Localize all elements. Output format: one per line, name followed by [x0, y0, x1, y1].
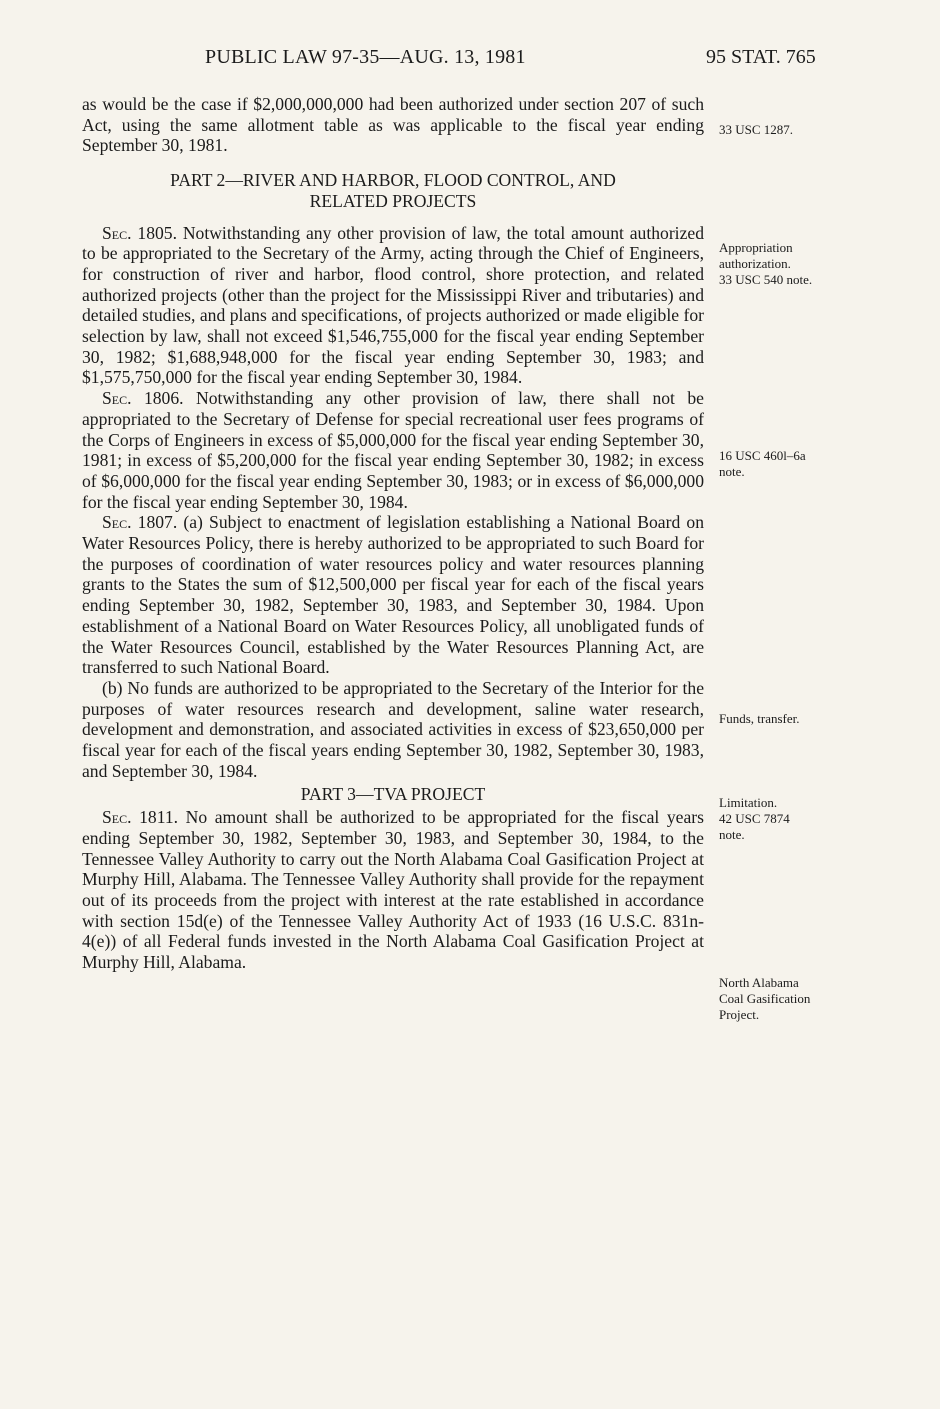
margin-note-16usc [719, 448, 929, 480]
part3-heading: PART 3—TVA PROJECT [300, 783, 486, 804]
margin-note-limitation [719, 795, 929, 843]
section-1811-text: 1811. No amount shall be authorized to be appropriated for the fiscal years ending September 30, 1982, September 30, 1983, and September 30, 1984, to the Tennessee Valley Authority to carry out the North Alabama Coal Gasification Project at Murphy Hill, Alabama. The Tennessee Valley Authority shall provide for the repayment out of its proceeds from the project with interest at the rate established in accordance with section 15d(e) of the Tennessee Valley Authority Act of 1933 (16 U.S.C. 831n-4(e)) of all Federal funds invested in the North Alabama Coal Gasification Project at Murphy Hill, Alabama. [82, 807, 704, 973]
margin-note-line: note. [719, 827, 745, 842]
section-label: Sec. [102, 222, 132, 243]
section-1807a-text: 1807. (a) Subject to enactment of legislation establishing a National Board on Water Resources Policy, there is hereby authorized to be appropriated to such Board for the purposes of coordination of water resources policy and water resources planning grants to the States the sum of $12,500,000 per fiscal year for each of the fiscal years ending September 30, 1982, September 30, 1983, and September 30, 1984. Upon establishment of a National Board on Water Resources Policy, all unobligated funds of the Water Resources Council, established by the Water Resources Planning Act, are transferred to such National Board. [82, 512, 704, 678]
part2-heading-line1: PART 2—RIVER AND HARBOR, FLOOD CONTROL, AND [170, 170, 616, 191]
margin-note-line: Coal Gasification [719, 991, 811, 1006]
section-1811 [82, 807, 704, 973]
margin-note-line: note. [719, 464, 745, 479]
margin-note-usc-1287 [719, 122, 929, 138]
section-label: Sec. [102, 807, 132, 828]
body-text [82, 94, 704, 973]
page-reference: 95 STAT. 765 [706, 46, 816, 68]
margin-note-line: North Alabama [719, 975, 799, 990]
margin-note-line: Project. [719, 1007, 760, 1022]
part2-heading [82, 170, 704, 211]
running-title: PUBLIC LAW 97-35—AUG. 13, 1981 [205, 46, 526, 68]
margin-note-line: Appropriation [719, 240, 793, 255]
margin-note-line: authorization. [719, 256, 791, 271]
section-1807b: (b) No funds are authorized to be appropriated to the Secretary of the Interior for the purposes of water resources research and development, saline water research, development and demonstration, and associated activities in excess of $23,650,000 per fiscal year for each of the fiscal years ending September 30, 1982, September 30, 1983, and September 30, 1984. [82, 677, 704, 781]
margin-note-line: 33 USC 1287. [719, 122, 794, 137]
section-1807a [82, 512, 704, 678]
section-1805-text: 1805. Notwithstanding any other provision of law, the total amount authorized to be appropriated to the Secretary of the Army, acting through the Chief of Engineers, for construction of river and harbor, flood control, shore protection, and related authorized projects (other than the project for the Mississippi River and tributaries) and detailed studies, and plans and specifications, of projects authorized or made eligible for selection by law, shall not exceed $1,546,755,000 for the fiscal year ending September 30, 1982; $1,688,948,000 for the fiscal year ending September 30, 1983; and $1,575,750,000 for the fiscal year ending September 30, 1984. [82, 222, 704, 388]
margin-note-funds-transfer [719, 711, 929, 727]
margin-note-line: 33 USC 540 note. [719, 272, 813, 287]
margin-note-line: Limitation. [719, 795, 778, 810]
margin-note-line: Funds, transfer. [719, 711, 800, 726]
section-label: Sec. [102, 388, 132, 409]
margin-note-north-alabama [719, 975, 929, 1023]
margin-note-line: 42 USC 7874 [719, 811, 790, 826]
margin-note-appropriation [719, 240, 929, 288]
section-1806-text: 1806. Notwithstanding any other provision of law, there shall not be appropriated to the Secretary of Defense for special recreational user fees programs of the Corps of Engineers in excess of $5,000,000 for the fiscal year ending September 30, 1981; in excess of $5,200,000 for the fiscal year ending September 30, 1982; in excess of $6,000,000 for the fiscal year ending September 30, 1983; or in excess of $6,000,000 for the fiscal year ending September 30, 1984. [82, 388, 704, 512]
section-1806 [82, 388, 704, 512]
part2-heading-line2: RELATED PROJECTS [309, 190, 477, 211]
section-1805 [82, 223, 704, 389]
continuation-paragraph: as would be the case if $2,000,000,000 had been authorized under section 207 of such Act, using the same allotment table as was applicable to the fiscal year ending September 30, 1981. [82, 94, 704, 156]
margin-note-line: 16 USC 460l–6a [719, 448, 806, 463]
section-label: Sec. [102, 512, 132, 533]
